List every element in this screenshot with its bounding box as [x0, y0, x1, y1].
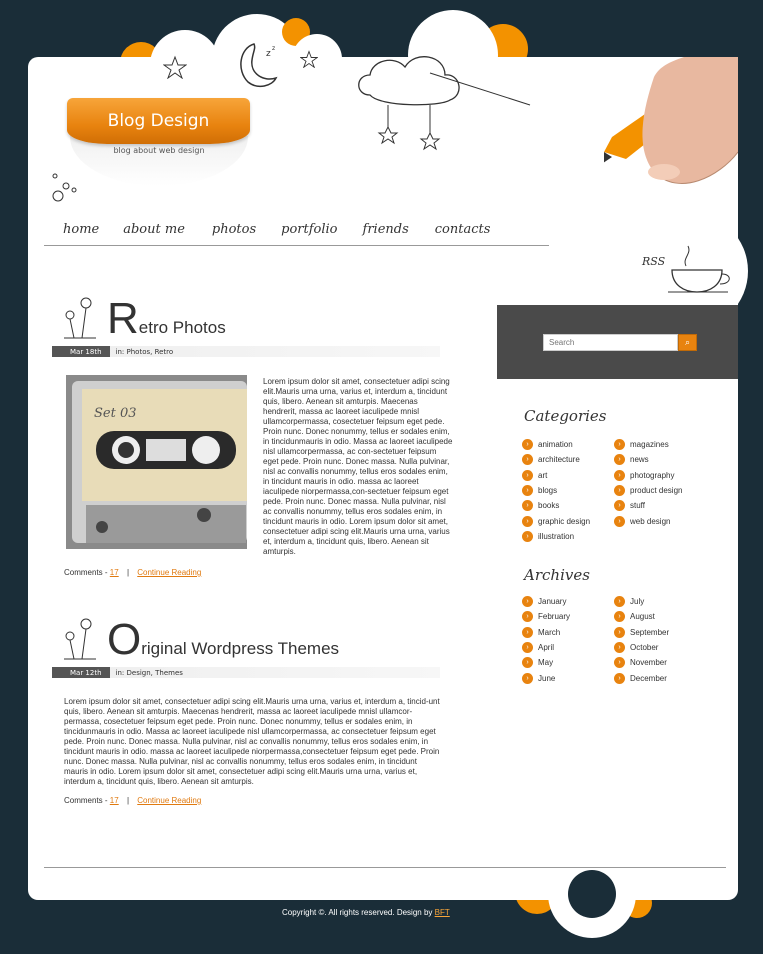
search-button[interactable]	[678, 334, 697, 351]
sidebar-link-label: photography	[630, 470, 675, 480]
sidebar-link-label: animation	[538, 440, 573, 450]
sidebar-link-label: April	[538, 643, 555, 653]
continue-reading-link[interactable]: Continue Reading	[137, 796, 202, 805]
categories-heading: Categories	[524, 407, 607, 425]
categories-list-col2	[614, 437, 682, 529]
post-title-rest: riginal Wordpress Themes	[141, 639, 340, 658]
sidebar-link[interactable]	[614, 625, 669, 640]
comments-label: Comments -	[64, 796, 108, 805]
svg-text:z: z	[266, 49, 271, 59]
separator: |	[126, 796, 130, 805]
footer-design-link[interactable]: BFT	[434, 908, 450, 917]
cassette-image	[66, 375, 247, 549]
in-label: in:	[115, 347, 125, 356]
sidebar-link[interactable]	[614, 594, 669, 609]
sidebar-link[interactable]	[522, 529, 590, 544]
post-date: Mar 18th	[52, 346, 110, 357]
post-date: Mar 12th	[52, 667, 110, 678]
sidebar-link-label: books	[538, 501, 560, 511]
post-categories	[110, 348, 174, 356]
arrow-right-icon: ›	[522, 673, 533, 684]
flower-sketch-icon	[60, 293, 100, 343]
sidebar-link[interactable]	[522, 594, 570, 609]
sidebar-link[interactable]	[614, 468, 682, 483]
flower-sketch-icon	[60, 614, 100, 664]
arrow-right-icon: ›	[614, 500, 625, 511]
sidebar-link-label: February	[538, 612, 571, 622]
archives-list-col2	[614, 594, 669, 686]
sidebar-link[interactable]	[614, 437, 682, 452]
sidebar-link[interactable]	[522, 609, 570, 624]
post-categories	[110, 669, 183, 677]
nav-portfolio[interactable]: portfolio	[281, 222, 338, 237]
rss-link[interactable]: RSS	[642, 255, 666, 268]
arrow-right-icon: ›	[522, 516, 533, 527]
star-sketch-icon	[163, 55, 187, 79]
search-icon: ⌕	[684, 337, 691, 348]
arrow-right-icon: ›	[522, 531, 533, 542]
coffee-cup-icon[interactable]	[666, 240, 736, 300]
sidebar-link[interactable]	[614, 655, 669, 670]
comments-count-link[interactable]: 17	[109, 568, 119, 577]
post-category-links[interactable]: Photos, Retro	[126, 347, 174, 356]
post-title[interactable]	[107, 294, 226, 344]
arrow-right-icon: ›	[522, 485, 533, 496]
hand-pencil-image	[604, 57, 738, 207]
sidebar-link-label: web design	[630, 516, 671, 526]
sidebar-link[interactable]	[614, 609, 669, 624]
sidebar-link[interactable]	[614, 498, 682, 513]
sidebar-link-label: product design	[630, 486, 683, 496]
moon-sketch-icon	[232, 40, 282, 92]
sidebar-link-label: illustration	[538, 531, 575, 541]
arrow-right-icon: ›	[614, 611, 625, 622]
sidebar-link-label: September	[630, 627, 670, 637]
arrow-right-icon: ›	[614, 485, 625, 496]
sidebar-link-label: December	[630, 673, 667, 683]
archives-list-col1	[522, 594, 570, 686]
cloud-sketch-icon	[350, 45, 535, 155]
archives-heading: Archives	[524, 566, 590, 584]
arrow-right-icon: ›	[522, 657, 533, 668]
sidebar-link-label: art	[538, 470, 548, 480]
post-meta	[52, 346, 440, 357]
arrow-right-icon: ›	[614, 673, 625, 684]
sidebar-link[interactable]	[614, 640, 669, 655]
post-meta	[52, 667, 440, 678]
sidebar-link-label: June	[538, 673, 556, 683]
sidebar-link[interactable]	[522, 513, 590, 528]
sidebar-link-label: January	[538, 597, 567, 607]
sidebar-link[interactable]	[522, 437, 590, 452]
arrow-right-icon: ›	[522, 642, 533, 653]
sidebar-link-label: magazines	[630, 440, 669, 450]
sidebar-link[interactable]	[522, 468, 590, 483]
nav-about-me[interactable]: about me	[123, 222, 185, 237]
deco-ring-hole	[568, 870, 616, 918]
arrow-right-icon: ›	[522, 439, 533, 450]
sidebar-link-label: news	[630, 455, 649, 465]
arrow-right-icon: ›	[614, 596, 625, 607]
cassette-label-text: Set 03	[94, 406, 137, 421]
sidebar-link-label: architecture	[538, 455, 580, 465]
search-input[interactable]	[543, 334, 678, 351]
sidebar-link[interactable]	[522, 655, 570, 670]
in-label: in:	[115, 668, 125, 677]
footer-divider	[44, 867, 726, 868]
sidebar-link-label: July	[630, 597, 645, 607]
arrow-right-icon: ›	[522, 611, 533, 622]
arrow-right-icon: ›	[614, 470, 625, 481]
sidebar-link-label: October	[630, 643, 659, 653]
sidebar-link[interactable]	[522, 483, 590, 498]
post-excerpt: Lorem ipsum dolor sit amet, consectetuer adipi scing elit.Mauris urna urna, varius et, interdum a, tincidunt quis, libero. Aenean sit amturpis. Maecenas hendrerit, massa ac laoreet iaculipede mnisl ullamcorpermassa, cosectetuer feipsum eget pede. Proin nunc. Donec nonummy, tellus er sodales enim, in tincidunmauris in odio. Massa ac laoreet iaculipede nisl ullamcorpermassa, ac con-sectetuer feipsum eget pede. Proin nunc. Donec massa. Nulla pulvinar, nisl ac convallis nonummy, tellus eros sodales enim, in tincidunt mauris in odio. massa ac laoreet iaculipede niorpermassa,con-sectetuer feipsum eget pede. Proin nunc. Donec massa. Nulla pulvinar, nisl ac convallis nonummy, tellus eros sodales enim, in tincidunt mauris in odio. Lorem ipsum dolor sit amet, consectetuer adipi scing elit.Mauris urna urna, varius et, interdum a, tincidunt quis, libero. Aenean sit amturpis.	[263, 377, 453, 556]
post-title-initial: O	[107, 615, 142, 664]
post-comments	[64, 568, 201, 577]
arrow-right-icon: ›	[614, 516, 625, 527]
nav-home[interactable]: home	[63, 222, 100, 237]
post-title-initial: R	[107, 294, 139, 343]
nav-photos[interactable]: photos	[211, 222, 257, 237]
arrow-right-icon: ›	[522, 470, 533, 481]
arrow-right-icon: ›	[614, 454, 625, 465]
svg-text:z: z	[272, 45, 276, 52]
arrow-right-icon: ›	[522, 454, 533, 465]
sidebar-link[interactable]	[522, 640, 570, 655]
categories-list-col1	[522, 437, 590, 544]
footer-text: Copyright ©. All rights reserved. Design by	[282, 908, 433, 917]
bubbles-sketch-icon	[50, 170, 90, 204]
sidebar-link[interactable]	[522, 625, 570, 640]
sidebar-link[interactable]	[614, 483, 682, 498]
sidebar-link[interactable]	[614, 452, 682, 467]
star-sketch-icon	[300, 50, 318, 68]
arrow-right-icon: ›	[522, 627, 533, 638]
sidebar-link-label: August	[630, 612, 655, 622]
arrow-right-icon: ›	[522, 596, 533, 607]
sidebar-link-label: graphic design	[538, 516, 591, 526]
sidebar-link-label: stuff	[630, 501, 645, 511]
sidebar-link[interactable]	[522, 670, 570, 685]
sidebar-link-label: blogs	[538, 486, 558, 496]
site-tagline: blog about web design	[113, 146, 205, 155]
nav-divider	[44, 245, 549, 246]
arrow-right-icon: ›	[614, 657, 625, 668]
sidebar-link[interactable]	[522, 452, 590, 467]
arrow-right-icon: ›	[522, 500, 533, 511]
comments-count-link[interactable]: 17	[109, 796, 119, 805]
post-comments	[64, 796, 201, 805]
sidebar-link-label: March	[538, 627, 561, 637]
arrow-right-icon: ›	[614, 642, 625, 653]
sidebar-link[interactable]	[614, 670, 669, 685]
post-title-rest: etro Photos	[138, 318, 226, 337]
nav-contacts[interactable]: contacts	[434, 222, 491, 237]
separator: |	[126, 568, 130, 577]
footer-copyright	[282, 908, 450, 917]
arrow-right-icon: ›	[614, 627, 625, 638]
post-category-links[interactable]: Design, Themes	[126, 668, 183, 677]
arrow-right-icon: ›	[614, 439, 625, 450]
sidebar-link-label: November	[630, 658, 667, 668]
nav-friends[interactable]: friends	[362, 222, 409, 237]
post-title[interactable]	[107, 615, 339, 665]
sidebar-link-label: May	[538, 658, 554, 668]
main-nav	[63, 222, 490, 237]
sidebar-link[interactable]	[614, 513, 682, 528]
sidebar-link[interactable]	[522, 498, 590, 513]
continue-reading-link[interactable]: Continue Reading	[137, 568, 202, 577]
site-logo[interactable]: Blog Design	[67, 98, 250, 144]
comments-label: Comments -	[64, 568, 108, 577]
post-excerpt: Lorem ipsum dolor sit amet, consectetuer adipi scing elit.Mauris urna urna, varius et, interdum a, tincid-unt quis, libero. Aenean sit amturpis. Maecenas hendrerit, massa ac laoreet iaculipede mnisl ullamcor-permassa, cosectetuer feipsum eget pede. Proin nunc. Donec nonummy, tellus er sodales enim, in tincidunmauris in odio. Massa ac laoreet iaculipede nisl ullamcorpermassa, ac consectetuer feipsum eget pede. Proin nunc. Donec massa. Nulla pulvinar, nisl ac convallis nonummy, tellus eros sodales enim, in tincidunt mauris in odio. massa ac laoreet iaculipede niorpermassa,consectetuer feipsum eget pede. Proin nunc. Donec massa. Nulla pulvinar, nisl ac convallis nonummy, tellus eros sodales enim, in tincidunt mauris in odio. Lorem ipsum dolor sit amet, consectetuer adipi scing elit.Mauris urna urna, varius et, interdum a, tincidunt quis, libero. Aenean sit amturpis.	[64, 697, 440, 786]
